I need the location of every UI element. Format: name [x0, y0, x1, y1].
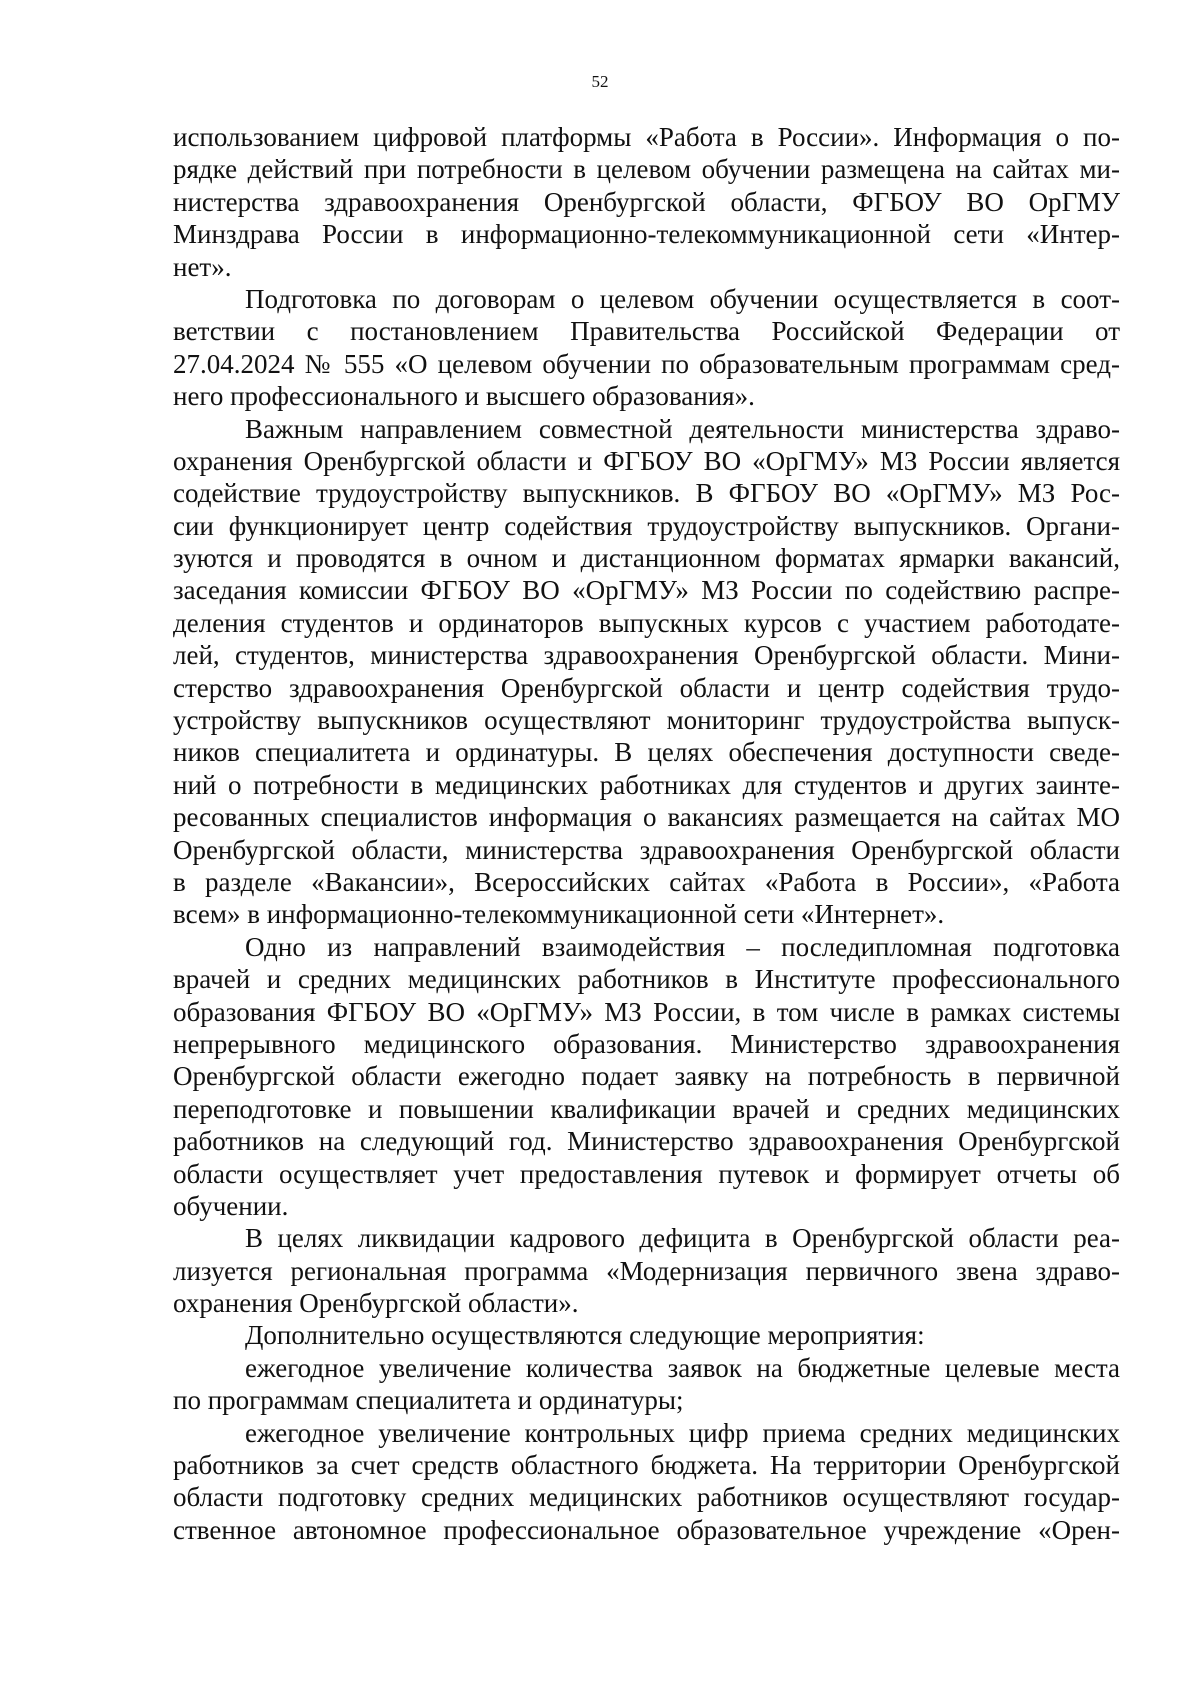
text-line: образования ФГБОУ ВО «ОрГМУ» МЗ России, в том числе в рамках системы	[173, 996, 1120, 1027]
text-line: Дополнительно осуществляются следующие мероприятия:	[245, 1320, 925, 1351]
text-line: по программам специалитета и ординатуры;	[173, 1385, 684, 1416]
text-line: зуются и проводятся в очном и дистанционном форматах ярмарки вакансий,	[173, 543, 1120, 574]
text-line: использованием цифровой платформы «Работа в России». Информация о по-	[173, 122, 1120, 152]
text-line: Подготовка по договорам о целевом обучении осуществляется в соот-	[245, 283, 1120, 314]
text-line: работников за счет средств областного бюджета. На территории Оренбургской	[173, 1450, 1120, 1481]
text-line: области осуществляет учет предоставления путевок и формирует отчеты об	[173, 1158, 1120, 1189]
paragraph	[173, 931, 1120, 1223]
paragraph	[173, 413, 1120, 931]
text-line: ственное автономное профессиональное образовательное учреждение «Орен-	[173, 1514, 1120, 1545]
text-line: переподготовке и повышении квалификации врачей и средних медицинских	[173, 1093, 1120, 1124]
text-line: него профессионального и высшего образования».	[173, 381, 755, 412]
text-line: сии функционирует центр содействия трудоустройству выпускников. Органи-	[173, 510, 1120, 541]
paragraph	[173, 1319, 1120, 1351]
text-line: непрерывного медицинского образования. Министерство здравоохранения	[173, 1028, 1120, 1059]
text-line: всем» в информационно-телекоммуникационной сети «Интернет».	[173, 899, 945, 930]
text-line: нет».	[173, 251, 232, 282]
text-line: ежегодное увеличение количества заявок на бюджетные целевые места	[245, 1352, 1120, 1383]
text-line: лей, студентов, министерства здравоохранения Оренбургской области. Мини-	[173, 640, 1120, 671]
text-line: В целях ликвидации кадрового дефицита в Оренбургской области реа-	[245, 1223, 1120, 1254]
text-line: ресованных специалистов информация о вакансиях размещается на сайтах МО	[173, 802, 1120, 833]
text-line: обучении.	[173, 1190, 289, 1221]
text-line: рядке действий при потребности в целевом обучении размещена на сайтах ми-	[173, 154, 1120, 185]
text-line: врачей и средних медицинских работников в Институте профессионального	[173, 964, 1120, 995]
text-line: Оренбургской области ежегодно подает заявку на потребность в первичной	[173, 1061, 1120, 1092]
page-number: 52	[591, 72, 609, 91]
text-line: устройству выпускников осуществляют мониторинг трудоустройства выпуск-	[173, 705, 1120, 736]
text-line: содействие трудоустройству выпускников. В ФГБОУ ВО «ОрГМУ» МЗ Рос-	[173, 478, 1120, 509]
text-line: ежегодное увеличение контрольных цифр приема средних медицинских	[245, 1417, 1120, 1448]
text-line: нистерства здравоохранения Оренбургской области, ФГБОУ ВО ОрГМУ	[173, 186, 1120, 217]
text-line: Важным направлением совместной деятельности министерства здраво-	[245, 413, 1120, 444]
text-line: Одно из направлений взаимодействия – последипломная подготовка	[245, 931, 1120, 962]
text-line: охранения Оренбургской области и ФГБОУ ВО «ОрГМУ» МЗ России является	[173, 445, 1120, 476]
text-line: заседания комиссии ФГБОУ ВО «ОрГМУ» МЗ России по содействию распре-	[173, 575, 1120, 606]
paragraph	[173, 1222, 1120, 1319]
text-line: охранения Оренбургской области».	[173, 1288, 579, 1319]
paragraph	[173, 283, 1120, 413]
paragraph	[173, 1417, 1120, 1547]
text-line: в разделе «Вакансии», Всероссийских сайтах «Работа в России», «Работа	[173, 866, 1120, 897]
text-line: стерство здравоохранения Оренбургской области и центр содействия трудо-	[173, 672, 1120, 703]
text-line: работников на следующий год. Министерство здравоохранения Оренбургской	[173, 1126, 1120, 1157]
document-body	[173, 121, 1120, 1546]
text-line: лизуется региональная программа «Модернизация первичного звена здраво-	[173, 1255, 1120, 1286]
paragraph	[173, 1352, 1120, 1417]
paragraph	[173, 121, 1120, 283]
text-line: 27.04.2024 № 555 «О целевом обучении по образовательным программам сред-	[173, 348, 1120, 379]
text-line: Минздрава России в информационно-телекоммуникационной сети «Интер-	[173, 219, 1120, 250]
text-line: области подготовку средних медицинских работников осуществляют государ-	[173, 1482, 1120, 1513]
text-line: ников специалитета и ординатуры. В целях обеспечения доступности сведе-	[173, 737, 1120, 768]
text-line: Оренбургской области, министерства здравоохранения Оренбургской области	[173, 834, 1120, 865]
text-line: ветствии с постановлением Правительства Российской Федерации от	[173, 316, 1120, 347]
text-line: деления студентов и ординаторов выпускных курсов с участием работодате-	[173, 607, 1120, 638]
text-line: ний о потребности в медицинских работниках для студентов и других заинте-	[173, 769, 1120, 800]
